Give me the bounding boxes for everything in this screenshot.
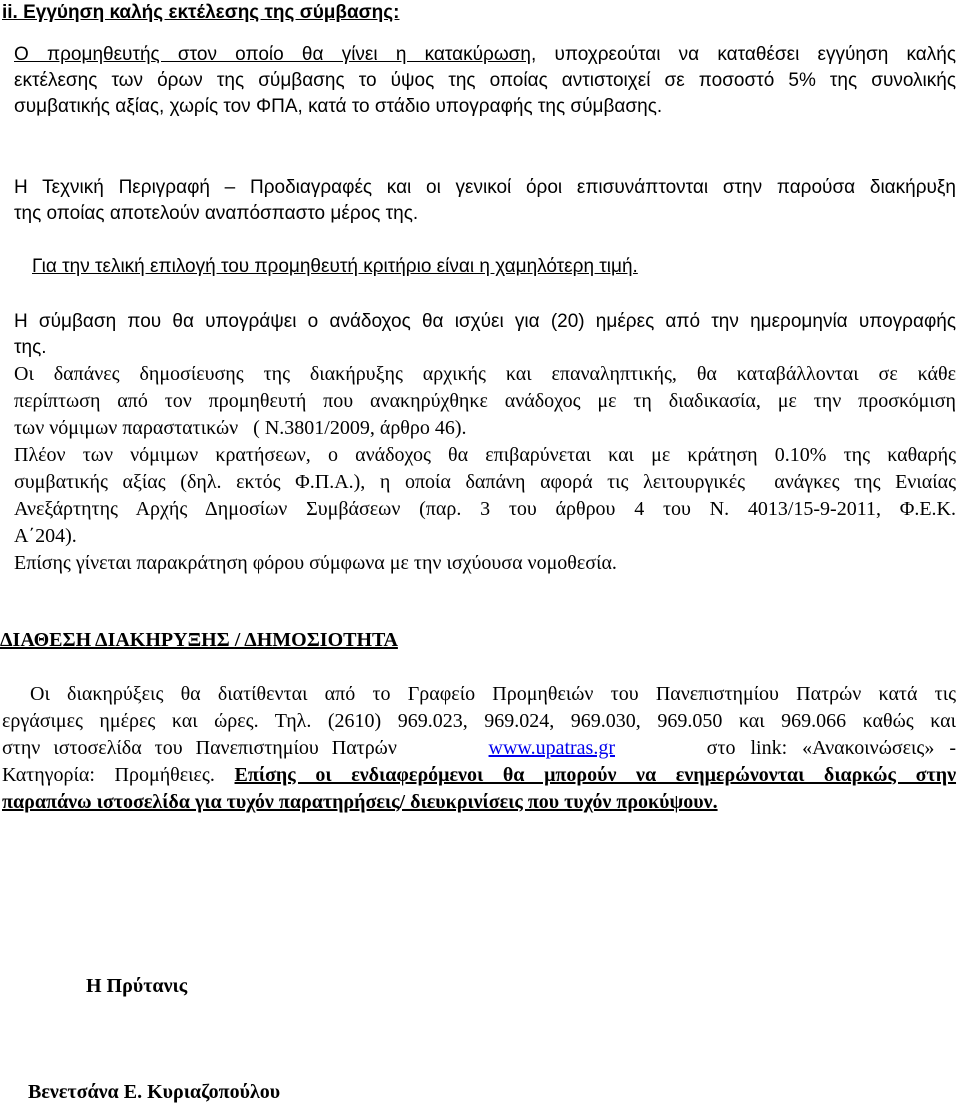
publication-costs-line3: των νόμιμων παραστατικών ( Ν.3801/2009, άρθρο 46).: [14, 417, 467, 439]
withholding-line3: Ανεξάρτητης Αρχής Δημοσίων Συμβάσεων (παρ. 3 του άρθρου 4 του Ν. 4013/15-9-2011, Φ.Ε.Κ.: [14, 498, 956, 520]
tech-description-paragraph: [14, 175, 956, 227]
signature-role: Η Πρύτανις: [86, 975, 188, 997]
distribution-line3: [2, 735, 956, 762]
section-heading: ii. Εγγύηση καλής εκτέλεσης της σύμβασης:: [2, 2, 400, 23]
selection-criterion: Για την τελική επιλογή του προμηθευτή κριτήριο είναι η χαμηλότερη τιμή.: [32, 256, 638, 277]
distribution-line4-bold: Επίσης οι ενδιαφερόμενοι θα μπορούν να ενημερώνονται διαρκώς στην: [234, 764, 957, 786]
contract-validity-line2: της.: [14, 337, 47, 358]
distribution-line4-plain: Κατηγορία: Προμήθειες.: [2, 764, 215, 786]
distribution-line2: εργάσιμες ημέρες και ώρες. Τηλ. (2610) 969.023, 969.024, 969.030, 969.050 και 969.066 καθώς και: [2, 710, 956, 732]
tech-description-line2: της οποίας αποτελούν αναπόσπαστο μέρος της.: [14, 203, 419, 224]
tax-withholding: Επίσης γίνεται παρακράτηση φόρου σύμφωνα με την ισχύουσα νομοθεσία.: [14, 552, 617, 574]
guarantee-underlined-text: Ο προμηθευτής στον οποίο θα γίνει η κατακύρωση: [14, 44, 531, 65]
contract-validity-paragraph: [14, 309, 956, 361]
guarantee-line3: συμβατικής αξίας, χωρίς τον ΦΠΑ, κατά το στάδιο υπογραφής της σύμβασης.: [14, 96, 663, 117]
distribution-heading: ΔΙΑΘΕΣΗ ΔΙΑΚΗΡΥΞΗΣ / ΔΗΜΟΣΙΟΤΗΤΑ: [0, 629, 398, 651]
signature-name: Βενετσάνα Ε. Κυριαζοπούλου: [28, 1081, 281, 1103]
distribution-line3-after: στο link: «Ανακοινώσεις» -: [706, 737, 956, 759]
guarantee-line2: εκτέλεσης των όρων της σύμβασης το ύψος της οποίας αντιστοιχεί σε ποσοστό 5% της συνολικής: [14, 70, 956, 91]
distribution-line5-bold: παραπάνω ιστοσελίδα για τυχόν παρατηρήσεις/ διευκρινίσεις που τυχόν προκύψουν.: [2, 791, 718, 813]
withholding-line1: Πλέον των νόμιμων κρατήσεων, ο ανάδοχος θα επιβαρύνεται και με κράτηση 0.10% της καθαρής: [14, 444, 956, 466]
distribution-line3-before: στην ιστοσελίδα του Πανεπιστημίου Πατρών: [2, 737, 397, 759]
withholding-line4: Α΄204).: [14, 525, 77, 547]
distribution-line1: Οι διακηρύξεις θα διατίθενται από το Γραφείο Προμηθειών του Πανεπιστημίου Πατρών κατά τις: [30, 683, 956, 705]
guarantee-line1-rest: , υποχρεούται να καταθέσει εγγύηση καλής: [530, 44, 956, 65]
distribution-line4: [2, 762, 956, 789]
website-link[interactable]: www.upatras.gr: [488, 737, 615, 759]
tech-description-line1: Η Τεχνική Περιγραφή – Προδιαγραφές και οι γενικοί όροι επισυνάπτονται στην παρούσα διακήρυξη: [14, 177, 956, 198]
withholding-line2: συμβατικής αξίας (δηλ. εκτός Φ.Π.Α.), η οποία δαπάνη αφορά τις λειτουργικές ανάγκες της Ενιαίας: [14, 471, 956, 493]
guarantee-paragraph: [14, 42, 956, 120]
publication-costs-line2: περίπτωση από τον προμηθευτή που ανακηρύχθηκε ανάδοχος με τη διαδικασία, με την προσκόμιση: [14, 390, 956, 412]
contract-validity-line1: Η σύμβαση που θα υπογράψει ο ανάδοχος θα ισχύει για (20) ημέρες από την ημερομηνία υπογραφής: [14, 311, 956, 332]
publication-costs-line1: Οι δαπάνες δημοσίευσης της διακήρυξης αρχικής και επαναληπτικής, θα καταβάλλονται σε κάθε: [14, 363, 956, 385]
distribution-paragraph: [2, 681, 956, 816]
terms-block: [14, 361, 956, 577]
